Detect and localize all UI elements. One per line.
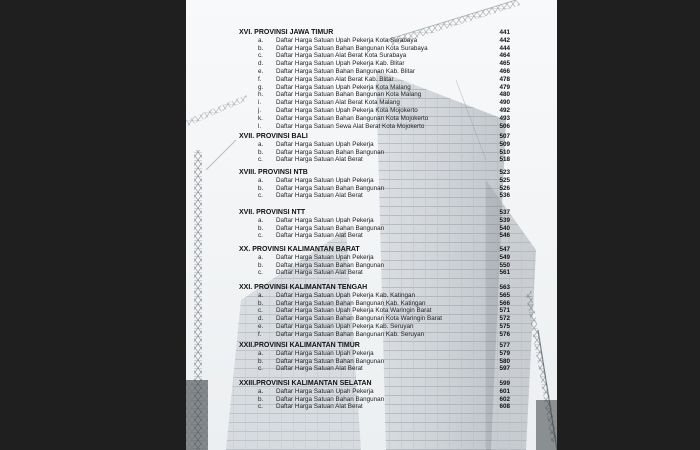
item-page-number: 565 [499, 291, 510, 299]
item-title: Daftar Harga Satuan Sewa Alat Berat Kota Mojokerto [276, 122, 425, 130]
item-title: Daftar Harga Satuan Bahan Bangunan Kota Mojokerto [276, 114, 429, 122]
item-letter: e. [258, 323, 264, 330]
item-letter: c. [258, 403, 263, 411]
table-of-contents [186, 0, 557, 450]
item-title: Daftar Harga Satuan Upah Pekerja Kota Mojokerto [276, 107, 418, 114]
item-page-number: 602 [499, 395, 510, 403]
item-page-number: 490 [499, 99, 510, 107]
document-page [186, 0, 557, 450]
item-letter: a. [258, 291, 264, 299]
item-page-number: 536 [499, 192, 510, 200]
section-page-number: 599 [499, 380, 510, 387]
item-title: Daftar Harga Satuan Bahan Bangunan [276, 261, 385, 269]
item-page-number: 546 [499, 232, 510, 240]
item-title: Daftar Harga Satuan Upah Pekerja Kab. Seruyan [276, 323, 414, 330]
item-letter: i. [258, 99, 262, 107]
item-letter: f. [258, 75, 262, 83]
item-page-number: 480 [499, 91, 510, 99]
section-page-number: 537 [499, 209, 510, 216]
item-title: Daftar Harga Satuan Alat Berat Kota Surabaya [276, 52, 407, 60]
item-title: Daftar Harga Satuan Alat Berat [276, 192, 363, 200]
section-title: XVIII. PROVINSI NTB [239, 169, 308, 176]
item-letter: j. [258, 107, 262, 114]
item-letter: b. [258, 261, 264, 269]
item-title: Daftar Harga Satuan Bahan Bangunan [276, 395, 385, 403]
item-letter: a. [258, 253, 264, 261]
item-letter: b. [258, 395, 264, 403]
section-page-number: 563 [499, 284, 510, 291]
section-page-number: 577 [499, 342, 510, 349]
section-title: XVII. PROVINSI NTT [239, 209, 306, 216]
section-page-number: 507 [499, 133, 510, 140]
item-page-number: 571 [499, 307, 510, 315]
item-letter: c. [258, 156, 263, 164]
item-title: Daftar Harga Satuan Bahan Bangunan Kota Malang [276, 91, 422, 99]
item-title: Daftar Harga Satuan Bahan Bangunan [276, 148, 385, 156]
section-title: XVI. PROVINSI JAWA TIMUR [239, 29, 334, 36]
item-page-number: 572 [499, 315, 510, 323]
item-page-number: 601 [499, 387, 510, 395]
item-title: Daftar Harga Satuan Bahan Bangunan Kota Waringin Barat [276, 315, 443, 323]
item-page-number: 550 [499, 261, 510, 269]
item-letter: h. [258, 91, 264, 99]
item-page-number: 561 [499, 269, 510, 277]
item-title: Daftar Harga Satuan Alat Berat Kab. Blitar [276, 75, 394, 83]
item-letter: c. [258, 232, 263, 240]
item-title: Daftar Harga Satuan Upah Pekerja Kota Surabaya [276, 36, 418, 44]
section-title: XXII.PROVINSI KALIMANTAN TIMUR [239, 342, 360, 349]
item-title: Daftar Harga Satuan Bahan Bangunan Kab. Blitar [276, 68, 415, 75]
item-title: Daftar Harga Satuan Bahan Bangunan Kab. Seruyan [276, 330, 425, 338]
item-letter: c. [258, 269, 263, 277]
item-letter: a. [258, 176, 264, 184]
item-letter: b. [258, 184, 264, 192]
item-page-number: 597 [499, 365, 510, 373]
item-page-number: 510 [499, 148, 510, 156]
item-letter: e. [258, 68, 264, 75]
item-page-number: 608 [499, 403, 510, 411]
item-title: Daftar Harga Satuan Upah Pekerja [276, 176, 374, 184]
item-letter: c. [258, 365, 263, 373]
item-title: Daftar Harga Satuan Bahan Bangunan Kab. Katingan [276, 299, 426, 307]
item-letter: d. [258, 315, 264, 323]
item-title: Daftar Harga Satuan Upah Pekerja [276, 253, 374, 261]
item-title: Daftar Harga Satuan Upah Pekerja [276, 387, 374, 395]
item-letter: a. [258, 387, 264, 395]
item-letter: b. [258, 357, 264, 365]
item-page-number: 444 [499, 44, 510, 52]
item-page-number: 506 [499, 122, 510, 130]
item-letter: l. [258, 122, 262, 130]
item-page-number: 549 [499, 253, 510, 261]
item-title: Daftar Harga Satuan Alat Berat [276, 269, 363, 277]
item-title: Daftar Harga Satuan Bahan Bangunan [276, 357, 385, 365]
section-title: XXI. PROVINSI KALIMANTAN TENGAH [239, 284, 368, 291]
item-page-number: 580 [499, 357, 510, 365]
item-page-number: 442 [499, 36, 510, 44]
section-title: XXIII.PROVINSI KALIMANTAN SELATAN [239, 380, 372, 387]
item-page-number: 539 [499, 216, 510, 224]
section-page-number: 523 [499, 169, 510, 176]
item-title: Daftar Harga Satuan Alat Berat [276, 403, 363, 411]
item-page-number: 492 [499, 107, 510, 114]
item-page-number: 576 [499, 330, 510, 338]
item-letter: d. [258, 60, 264, 68]
item-title: Daftar Harga Satuan Upah Pekerja Kota Malang [276, 83, 411, 91]
section-page-number: 441 [499, 29, 510, 36]
item-page-number: 579 [499, 349, 510, 357]
item-page-number: 540 [499, 224, 510, 232]
item-letter: k. [258, 114, 263, 122]
item-title: Daftar Harga Satuan Upah Pekerja [276, 216, 374, 224]
item-letter: c. [258, 192, 263, 200]
item-page-number: 478 [499, 75, 510, 83]
item-page-number: 526 [499, 184, 510, 192]
item-title: Daftar Harga Satuan Upah Pekerja Kota Waringin Barat [276, 307, 432, 315]
item-page-number: 575 [499, 323, 510, 330]
item-title: Daftar Harga Satuan Upah Pekerja Kab. Blitar [276, 60, 405, 68]
section-title: XVII. PROVINSI BALI [239, 133, 308, 140]
section-page-number: 547 [499, 246, 510, 253]
item-title: Daftar Harga Satuan Alat Berat Kota Malang [276, 99, 400, 107]
item-title: Daftar Harga Satuan Bahan Bangunan Kota Surabaya [276, 44, 428, 52]
item-letter: b. [258, 299, 264, 307]
item-letter: b. [258, 148, 264, 156]
item-letter: a. [258, 36, 264, 44]
item-title: Daftar Harga Satuan Alat Berat [276, 156, 363, 164]
item-letter: c. [258, 52, 263, 60]
item-title: Daftar Harga Satuan Upah Pekerja Kab. Katingan [276, 291, 415, 299]
item-title: Daftar Harga Satuan Upah Pekerja [276, 349, 374, 357]
item-letter: f. [258, 330, 262, 338]
item-letter: g. [258, 83, 264, 91]
item-page-number: 525 [499, 176, 510, 184]
item-title: Daftar Harga Satuan Upah Pekerja [276, 140, 374, 148]
item-page-number: 464 [499, 52, 510, 60]
item-page-number: 465 [499, 60, 510, 68]
item-page-number: 566 [499, 299, 510, 307]
item-title: Daftar Harga Satuan Bahan Bangunan [276, 224, 385, 232]
item-title: Daftar Harga Satuan Bahan Bangunan [276, 184, 385, 192]
item-page-number: 518 [499, 156, 510, 164]
item-page-number: 479 [499, 83, 510, 91]
item-letter: b. [258, 44, 264, 52]
item-page-number: 493 [499, 114, 510, 122]
section-title: XX. PROVINSI KALIMANTAN BARAT [239, 246, 360, 253]
item-page-number: 466 [499, 68, 510, 75]
item-page-number: 509 [499, 140, 510, 148]
item-letter: c. [258, 307, 263, 315]
item-letter: a. [258, 349, 264, 357]
item-letter: b. [258, 224, 264, 232]
item-letter: a. [258, 140, 264, 148]
item-title: Daftar Harga Satuan Alat Berat [276, 365, 363, 373]
item-title: Daftar Harga Satuan Alat Berat [276, 232, 363, 240]
item-letter: a. [258, 216, 264, 224]
